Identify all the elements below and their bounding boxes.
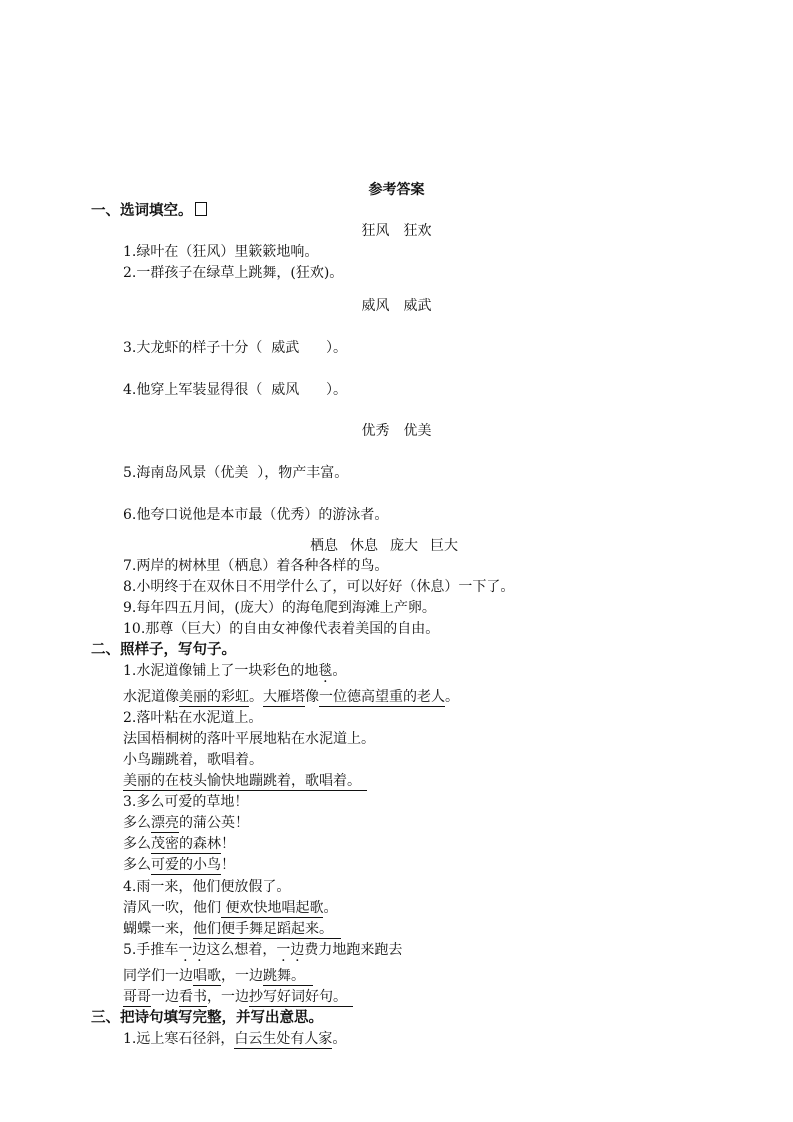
underlined-answer: 抄写好词好句。 — [249, 989, 353, 1007]
text: 多么 — [123, 815, 151, 831]
word-2: 休息 — [350, 538, 378, 554]
text: 多么 — [123, 857, 151, 873]
word-1: 狂风 — [361, 223, 390, 239]
answer-2: 2.一群孩子在绿草上跳舞，(狂欢)。 — [123, 265, 344, 281]
q2-answer — [123, 771, 367, 791]
text: 。 — [445, 689, 459, 705]
text: 水泥道像 — [123, 689, 179, 705]
text: 清风一吹，他们 — [123, 900, 221, 916]
text: 。 — [323, 900, 338, 916]
text: 一边 — [151, 989, 179, 1005]
q2-example2: 法国梧桐树的落叶平展地粘在水泥道上。 — [123, 731, 375, 747]
underlined-answer: 美丽的彩虹 — [179, 689, 249, 705]
q5-example — [123, 940, 402, 960]
word-2: 优美 — [403, 423, 432, 439]
word-2: 狂欢 — [403, 223, 432, 239]
q4-example: 4.雨一来，他们便放假了。 — [123, 879, 291, 895]
text: ，一边 — [221, 968, 263, 984]
page-title: 参考答案 — [368, 182, 425, 198]
answer-9: 9.每年四五月间，(庞大）的海龟爬到海滩上产卵。 — [123, 600, 436, 616]
q3-example: 3.多么可爱的草地！ — [123, 794, 249, 810]
text: 这么想着， — [206, 942, 277, 958]
text: 多么 — [123, 836, 151, 852]
text: 。 — [332, 1031, 347, 1047]
underlined-answer: 看书 — [179, 989, 207, 1005]
text: 的蒲公英！ — [179, 815, 249, 831]
text: 1.远上寒石径斜， — [123, 1031, 235, 1047]
word-bank-1 — [0, 221, 793, 241]
q3-answer2 — [123, 834, 235, 854]
word-bank-3 — [0, 421, 793, 441]
text: 像 — [305, 689, 319, 705]
q3-answer3 — [123, 855, 235, 875]
answer-8: 8.小明终于在双休日不用学什么了，可以好好（休息）一下了。 — [123, 579, 515, 595]
word-1: 栖息 — [310, 538, 338, 554]
q4-answer2 — [123, 919, 341, 939]
text: 5.手推车 — [123, 942, 179, 958]
answer-5: 5.海南岛风景（优美 ），物产丰富。 — [123, 465, 349, 481]
underlined-answer: 便欢快地唱起歌 — [221, 900, 324, 916]
dotted-char: 一 — [276, 942, 291, 958]
q2-prompt: 小鸟蹦跳着，歌唱着。 — [123, 752, 263, 768]
answer-10: 10.那尊（巨大）的自由女神像代表着美国的自由。 — [123, 621, 440, 637]
underlined-answer: 一位德高望重的老人 — [319, 689, 445, 705]
poem-answer-1 — [123, 1029, 346, 1049]
dotted-char: 边 — [192, 942, 207, 958]
underlined-answer: 可爱的小鸟 — [151, 857, 221, 873]
word-bank-4 — [310, 536, 458, 556]
answer-3: 3.大龙虾的样子十分（ 威武 ）。 — [123, 340, 347, 356]
text: ！ — [221, 857, 235, 873]
dotted-char: 边 — [290, 942, 305, 958]
underlined-answer: 大雁塔 — [263, 689, 305, 705]
text: ，一边 — [207, 989, 249, 1005]
text: 1.水泥道像铺上了一块彩色的地 — [123, 663, 319, 679]
q3-answer1 — [123, 813, 249, 833]
section1-heading — [91, 201, 207, 221]
text: 费力地跑来跑去 — [304, 942, 403, 958]
q5-answer2 — [123, 987, 353, 1007]
underlined-answer: 他们便手舞足蹈起来。 — [193, 921, 341, 939]
text: 同学们一边 — [123, 968, 193, 984]
underlined-answer: 茂密的森林 — [151, 836, 221, 852]
section2-heading: 二、照样子，写句子。 — [91, 642, 236, 658]
dotted-char: 毯 — [318, 663, 333, 679]
text: ！ — [221, 836, 235, 852]
answer-7: 7.两岸的树林里（栖息）着各种各样的鸟。 — [123, 558, 389, 574]
q2-example1: 2.落叶粘在水泥道上。 — [123, 710, 263, 726]
word-1: 威风 — [361, 298, 390, 314]
text: 蝴蝶一来， — [123, 921, 193, 937]
answer-1: 1.绿叶在（狂风）里簌簌地响。 — [123, 244, 319, 260]
word-1: 优秀 — [361, 423, 390, 439]
section1-heading-text: 一、选词填空。 — [91, 203, 193, 219]
word-2: 威武 — [403, 298, 432, 314]
word-4: 巨大 — [430, 538, 458, 554]
underlined-answer: 哥哥 — [123, 989, 151, 1005]
word-3: 庞大 — [390, 538, 418, 554]
checkbox-glyph-icon — [195, 202, 207, 216]
answer-6: 6.他夸口说他是本市最（优秀）的游泳者。 — [123, 507, 389, 523]
text: 。 — [249, 689, 263, 705]
underlined-answer: 美丽的在枝头愉快地蹦跳着，歌唱着。 — [123, 773, 367, 791]
underlined-answer: 唱歌 — [193, 968, 221, 984]
answer-4: 4.他穿上军装显得很（ 威风 ）。 — [123, 382, 347, 398]
word-bank-2 — [0, 296, 793, 316]
section3-heading: 三、把诗句填写完整，并写出意思。 — [91, 1010, 323, 1026]
dotted-char: 一 — [178, 942, 193, 958]
underlined-answer: 漂亮 — [151, 815, 179, 831]
q1-example — [123, 661, 346, 681]
underlined-answer: 白云生处有人家 — [234, 1031, 333, 1047]
text: 。 — [332, 663, 347, 679]
q5-answer1 — [123, 966, 313, 986]
q4-answer1 — [123, 898, 337, 918]
underlined-answer: 跳舞。 — [263, 968, 313, 986]
q1-answer — [123, 687, 459, 707]
